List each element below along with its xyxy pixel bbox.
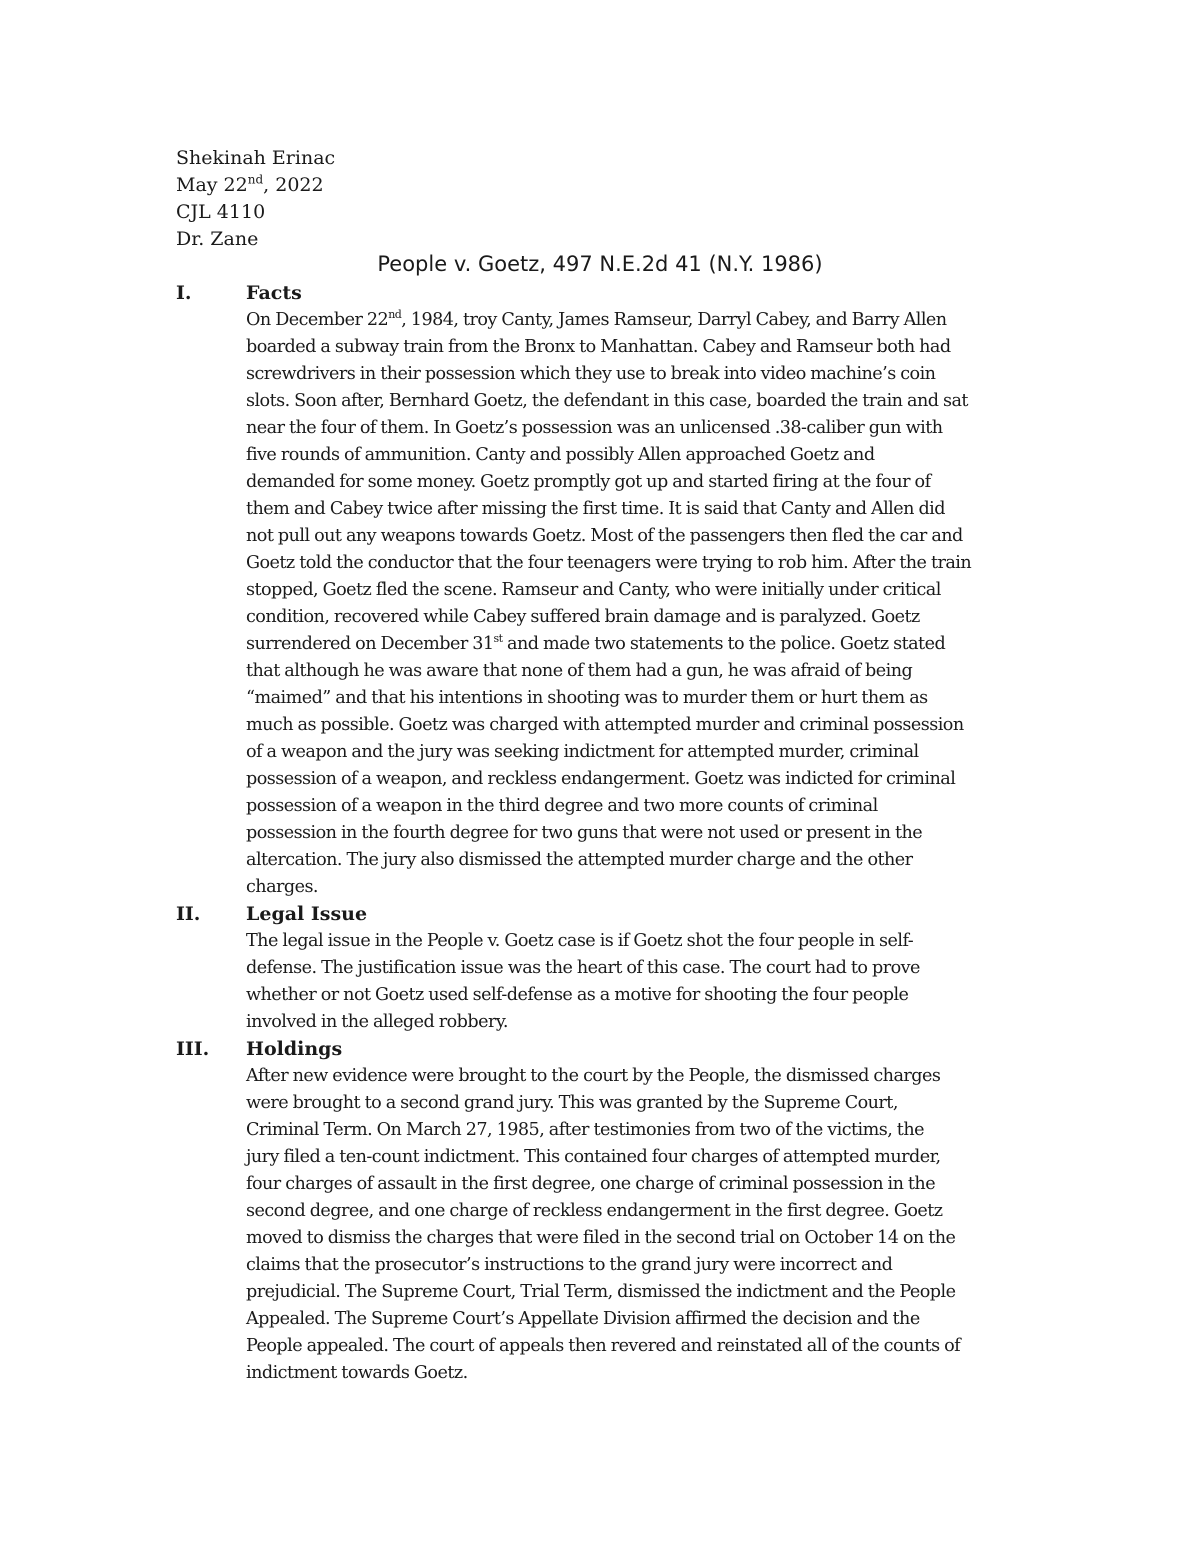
- date-suffix: , 2022: [263, 174, 324, 196]
- text-line: surrendered on December 31st and made two statements to the police. Goetz stated: [246, 632, 946, 654]
- section-body: [246, 1063, 1058, 1387]
- section-holdings: [176, 1036, 1066, 1387]
- section-body: [246, 307, 1058, 901]
- text-line: After new evidence were brought to the court by the People, the dismissed charges: [246, 1066, 941, 1086]
- section-legal-issue: [176, 901, 1066, 1036]
- text-line: On December 22nd, 1984, troy Canty, James Ramseur, Darryl Cabey, and Barry Allen: [246, 308, 947, 330]
- text-line: boarded a subway train from the Bronx to Manhattan. Cabey and Ramseur both had: [246, 337, 951, 357]
- text-line: claims that the prosecutor’s instructions to the grand jury were incorrect and: [246, 1255, 893, 1275]
- text-line: that although he was aware that none of them had a gun, he was afraid of being: [246, 661, 913, 681]
- section-facts: [176, 280, 1066, 901]
- section-number: I.: [176, 282, 192, 304]
- text-line: possession of a weapon, and reckless endangerment. Goetz was indicted for criminal: [246, 769, 956, 789]
- text-line: The legal issue in the People v. Goetz case is if Goetz shot the four people in self-: [246, 931, 914, 951]
- text-line: much as possible. Goetz was charged with attempted murder and criminal possession: [246, 715, 964, 735]
- date-prefix: May 22: [176, 174, 248, 196]
- text-line: four charges of assault in the first degree, one charge of criminal possession in the: [246, 1174, 936, 1194]
- text-line: second degree, and one charge of reckless endangerment in the first degree. Goetz: [246, 1201, 943, 1221]
- text-line: defense. The justification issue was the heart of this case. The court had to prove: [246, 958, 920, 978]
- text-line: involved in the alleged robbery.: [246, 1012, 508, 1032]
- section-title: Facts: [246, 282, 302, 304]
- section-number: III.: [176, 1038, 210, 1060]
- document-header: [176, 145, 335, 253]
- text-line: People appealed. The court of appeals then revered and reinstated all of the counts of: [246, 1336, 961, 1356]
- text-line: slots. Soon after, Bernhard Goetz, the defendant in this case, boarded the train and sat: [246, 391, 968, 411]
- text-line: Goetz told the conductor that the four teenagers were trying to rob him. After the train: [246, 553, 972, 573]
- text-line: stopped, Goetz fled the scene. Ramseur and Canty, who were initially under critical: [246, 580, 941, 600]
- text-line: Criminal Term. On March 27, 1985, after testimonies from two of the victims, the: [246, 1120, 924, 1140]
- case-title: People v. Goetz, 497 N.E.2d 41 (N.Y. 1986): [377, 252, 823, 276]
- text-line: moved to dismiss the charges that were filed in the second trial on October 14 on the: [246, 1228, 956, 1248]
- text-line: jury filed a ten-count indictment. This contained four charges of attempted murder,: [246, 1147, 941, 1167]
- instructor-name: Dr. Zane: [176, 228, 259, 250]
- case-brief-sections: [176, 280, 1066, 1387]
- text-line: condition, recovered while Cabey suffered brain damage and is paralyzed. Goetz: [246, 607, 920, 627]
- text-line: Appealed. The Supreme Court’s Appellate Division affirmed the decision and the: [246, 1309, 920, 1329]
- text-line: indictment towards Goetz.: [246, 1363, 468, 1383]
- text-line: of a weapon and the jury was seeking indictment for attempted murder, criminal: [246, 742, 919, 762]
- section-number: II.: [176, 903, 201, 925]
- text-line: prejudicial. The Supreme Court, Trial Term, dismissed the indictment and the People: [246, 1282, 956, 1302]
- section-title: Holdings: [246, 1038, 343, 1060]
- section-body: [246, 928, 1058, 1036]
- text-line: altercation. The jury also dismissed the attempted murder charge and the other: [246, 850, 913, 870]
- section-heading: [176, 901, 1066, 928]
- date-superscript: nd: [247, 172, 264, 187]
- text-line: were brought to a second grand jury. This was granted by the Supreme Court,: [246, 1093, 898, 1113]
- text-line: near the four of them. In Goetz’s possession was an unlicensed .38-caliber gun with: [246, 418, 943, 438]
- course-code: CJL 4110: [176, 201, 266, 223]
- text-line: not pull out any weapons towards Goetz. Most of the passengers then fled the car and: [246, 526, 963, 546]
- section-title: Legal Issue: [246, 903, 368, 925]
- text-line: whether or not Goetz used self-defense as a motive for shooting the four people: [246, 985, 909, 1005]
- section-heading: [176, 280, 1066, 307]
- text-line: demanded for some money. Goetz promptly got up and started firing at the four of: [246, 472, 931, 492]
- submission-date: [176, 172, 335, 199]
- text-line: screwdrivers in their possession which they use to break into video machine’s coin: [246, 364, 936, 384]
- text-line: five rounds of ammunition. Canty and possibly Allen approached Goetz and: [246, 445, 875, 465]
- author-name: Shekinah Erinac: [176, 147, 336, 169]
- text-line: them and Cabey twice after missing the first time. It is said that Canty and Allen did: [246, 499, 945, 519]
- text-line: possession in the fourth degree for two guns that were not used or present in the: [246, 823, 923, 843]
- text-line: charges.: [246, 877, 318, 897]
- text-line: possession of a weapon in the third degree and two more counts of criminal: [246, 796, 878, 816]
- section-heading: [176, 1036, 1066, 1063]
- text-line: “maimed” and that his intentions in shooting was to murder them or hurt them as: [246, 688, 928, 708]
